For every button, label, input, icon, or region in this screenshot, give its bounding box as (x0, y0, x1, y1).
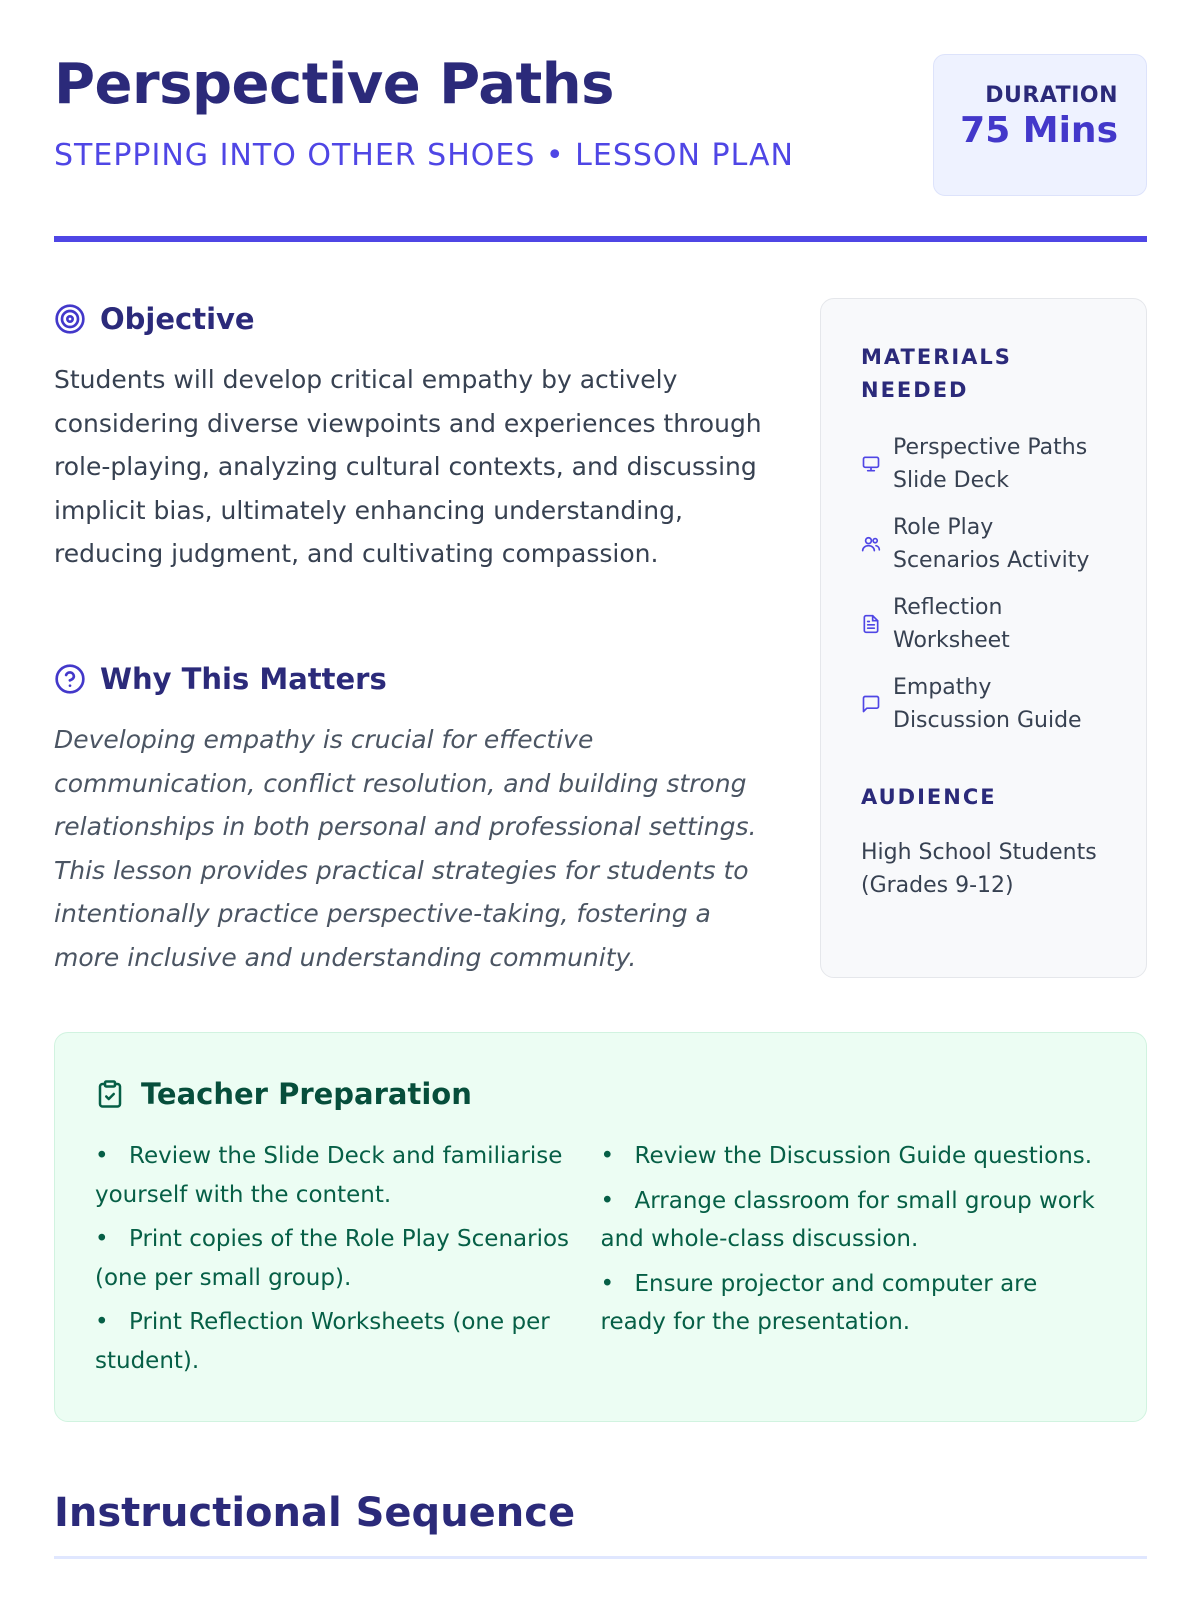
help-circle-icon (54, 663, 86, 695)
why-heading-text: Why This Matters (100, 662, 387, 696)
objective-heading-text: Objective (100, 302, 255, 336)
teacher-preparation-card (54, 1032, 1147, 1422)
prep-list-left (95, 1137, 601, 1386)
page-title: Perspective Paths (54, 52, 614, 117)
material-item (861, 431, 1106, 497)
prep-heading (95, 1077, 1106, 1111)
prep-item: • Ensure projector and computer are ready for the presentation. (600, 1270, 1038, 1335)
target-icon (54, 303, 86, 335)
header-divider (54, 236, 1147, 242)
prep-item: • Arrange classroom for small group work and whole-class discussion. (600, 1187, 1095, 1252)
message-square-icon (861, 694, 881, 714)
prep-list-right (601, 1137, 1107, 1386)
prep-item: • Review the Slide Deck and familiarise yourself with the content. (95, 1143, 563, 1208)
prep-item: • Print Reflection Worksheets (one per student). (95, 1309, 550, 1374)
presentation-icon (861, 454, 881, 474)
prep-item: • Print copies of the Role Play Scenarios (one per small group). (95, 1226, 570, 1291)
instructional-sequence-heading: Instructional Sequence (54, 1490, 576, 1536)
prep-item-text: Ensure projector and computer are ready for the presentation. (600, 1270, 1038, 1335)
prep-item: • Review the Discussion Guide questions. (600, 1143, 1093, 1169)
prep-item-text: Print Reflection Worksheets (one per student). (95, 1309, 550, 1374)
audience-heading: AUDIENCE (861, 785, 997, 809)
materials-sidebar (820, 298, 1147, 978)
duration-label: DURATION (985, 83, 1118, 108)
materials-list (861, 431, 1106, 737)
objective-heading (54, 302, 255, 336)
material-item (861, 671, 1106, 737)
objective-text: Students will develop critical empathy by actively considering diverse viewpoints and experiences through role-playing, analyzing cultural contexts, and discussing implicit bias, ultimately enhancing understanding, reducing judgment, and cultivating compassion. (54, 365, 762, 568)
audience-text: High School Students (Grades 9-12) (861, 840, 1097, 898)
materials-heading: MATERIALS NEEDED (861, 345, 1012, 402)
duration-value: 75 Mins (960, 110, 1118, 151)
duration-badge (933, 54, 1147, 196)
why-heading (54, 662, 387, 696)
material-item (861, 511, 1106, 577)
prep-item-text: Arrange classroom for small group work and whole-class discussion. (600, 1187, 1095, 1252)
prep-item-text: Review the Slide Deck and familiarise yourself with the content. (95, 1143, 563, 1208)
prep-columns (95, 1137, 1106, 1386)
material-label: Perspective Paths Slide Deck (893, 435, 1088, 493)
users-icon (861, 534, 881, 554)
prep-item-text: Print copies of the Role Play Scenarios (one per small group). (95, 1226, 570, 1291)
material-label: Role Play Scenarios Activity (893, 515, 1090, 573)
prep-heading-text: Teacher Preparation (141, 1077, 472, 1111)
material-label: Empathy Discussion Guide (893, 675, 1082, 733)
material-label: Reflection Worksheet (893, 595, 1010, 653)
why-text: Developing empathy is crucial for effective communication, conflict resolution, and building strong relationships in both personal and professional settings. This lesson provides practical strategies for students to intentionally practice perspective-taking, fostering a more inclusive and understanding community. (54, 725, 757, 972)
document-icon (861, 614, 881, 634)
clipboard-check-icon (95, 1079, 125, 1109)
prep-item-text: Review the Discussion Guide questions. (634, 1143, 1093, 1169)
page-subtitle: STEPPING INTO OTHER SHOES • LESSON PLAN (54, 138, 794, 173)
material-item (861, 591, 1106, 657)
sequence-divider (54, 1556, 1147, 1559)
